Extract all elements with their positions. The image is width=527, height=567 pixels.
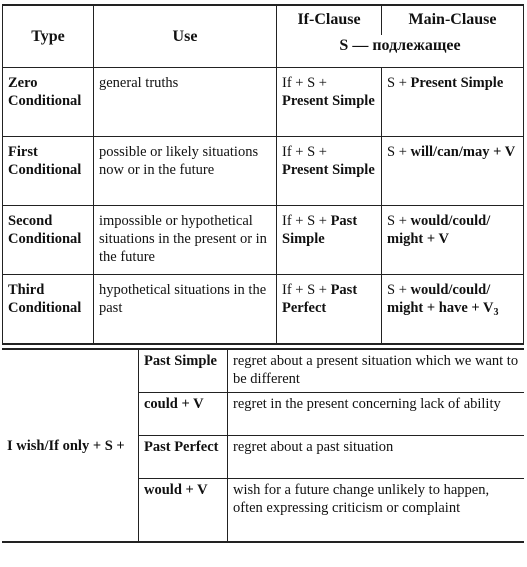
if-bold: Present Simple bbox=[282, 162, 375, 178]
use-cell: impossible or hypothetical situations in the present or in the future bbox=[94, 206, 277, 275]
if-plain: If + S + bbox=[282, 213, 331, 229]
main-clause-cell bbox=[382, 275, 524, 345]
if-clause-cell bbox=[277, 68, 382, 137]
main-plain: S + bbox=[387, 144, 411, 160]
wish-table bbox=[2, 348, 524, 543]
type-cell: Zero Conditional bbox=[3, 68, 94, 137]
type-cell: Third Conditional bbox=[3, 275, 94, 345]
header-type: Type bbox=[3, 5, 94, 68]
use-cell: general truths bbox=[94, 68, 277, 137]
main-bold: will/can/may + V bbox=[410, 144, 516, 160]
main-plain: S + bbox=[387, 213, 411, 229]
if-bold: Past Simple bbox=[282, 213, 358, 247]
table-row bbox=[3, 206, 524, 275]
main-bold: would/could/ might + V bbox=[387, 213, 491, 247]
type-cell: First Conditional bbox=[3, 137, 94, 206]
if-clause-cell bbox=[277, 206, 382, 275]
if-bold: Past Perfect bbox=[282, 282, 358, 316]
main-clause-cell bbox=[382, 206, 524, 275]
header-if-clause: If-Clause bbox=[277, 5, 382, 35]
form-cell: could + V bbox=[139, 393, 228, 436]
form-cell: Past Perfect bbox=[139, 436, 228, 479]
desc-cell: wish for a future change unlikely to happen, often expressing criticism or complaint bbox=[228, 479, 525, 543]
header-main-clause: Main-Clause bbox=[382, 5, 524, 35]
if-plain: If + S + bbox=[282, 282, 331, 298]
type-cell: Second Conditional bbox=[3, 206, 94, 275]
table-row bbox=[2, 349, 524, 393]
wish-label: I wish/If only + S + bbox=[2, 349, 139, 542]
use-cell: possible or likely situations now or in the future bbox=[94, 137, 277, 206]
table-row bbox=[3, 275, 524, 345]
if-plain: If + S + bbox=[282, 75, 327, 91]
main-bold: Present Simple bbox=[410, 75, 504, 91]
main-bold: would/could/ might + have + V bbox=[387, 282, 494, 316]
form-cell: would + V bbox=[139, 479, 228, 543]
desc-cell: regret about a past situation bbox=[228, 436, 525, 479]
conditionals-table bbox=[2, 4, 524, 345]
header-use: Use bbox=[94, 5, 277, 68]
main-plain: S + bbox=[387, 75, 411, 91]
table-row bbox=[3, 137, 524, 206]
use-cell: hypothetical situations in the past bbox=[94, 275, 277, 345]
main-clause-cell bbox=[382, 137, 524, 206]
if-clause-cell bbox=[277, 275, 382, 345]
main-clause-cell bbox=[382, 68, 524, 137]
header-subject-note: S — подлежащее bbox=[277, 35, 524, 68]
desc-cell: regret in the present concerning lack of ability bbox=[228, 393, 525, 436]
if-bold: Present Simple bbox=[282, 93, 375, 109]
if-clause-cell bbox=[277, 137, 382, 206]
main-plain: S + bbox=[387, 282, 411, 298]
header-row bbox=[3, 5, 524, 35]
desc-cell: regret about a present situation which we want to be different bbox=[228, 349, 525, 393]
table-row bbox=[3, 68, 524, 137]
main-subscript: 3 bbox=[493, 307, 499, 318]
form-cell: Past Simple bbox=[139, 349, 228, 393]
if-plain: If + S + bbox=[282, 144, 327, 160]
